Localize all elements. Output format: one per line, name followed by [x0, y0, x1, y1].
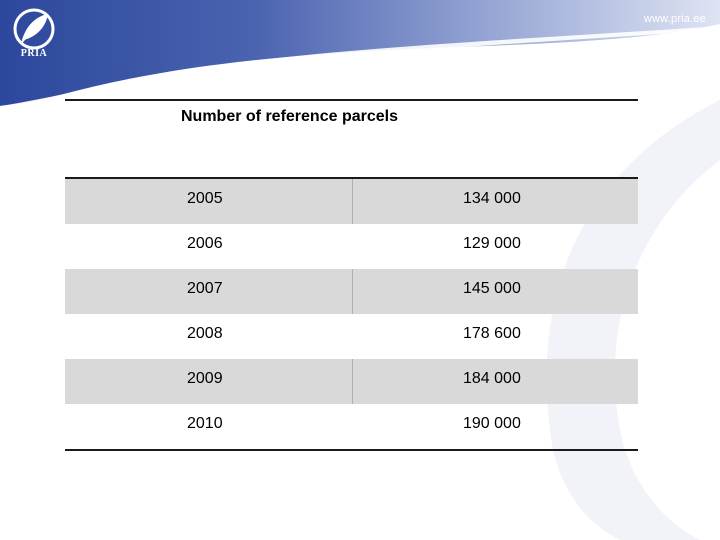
- value-text: 145 000: [463, 280, 521, 297]
- year-cell: [65, 269, 353, 314]
- table-bottom-rule: [65, 449, 638, 451]
- year-text: 2010: [187, 415, 223, 432]
- value-cell: [353, 224, 638, 269]
- value-cell: [353, 269, 638, 314]
- value-text: 184 000: [463, 370, 521, 387]
- reference-parcels-table: [65, 99, 638, 451]
- year-cell: [65, 224, 353, 269]
- table-caption: [65, 101, 638, 177]
- header-banner: [0, 0, 720, 110]
- table-caption-text: Number of reference parcels: [181, 108, 398, 125]
- value-text: 178 600: [463, 325, 521, 342]
- year-text: 2007: [187, 280, 223, 297]
- logo-text: PRIA: [20, 48, 48, 59]
- leaf-in-circle-icon: [8, 6, 60, 54]
- value-cell: [353, 179, 638, 224]
- site-url: www.pria.ee: [643, 13, 706, 25]
- value-text: 129 000: [463, 235, 521, 252]
- table-row: [65, 314, 638, 359]
- year-cell: [65, 314, 353, 359]
- year-text: 2006: [187, 235, 223, 252]
- year-text: 2009: [187, 370, 223, 387]
- year-cell: [65, 359, 353, 404]
- table-row: [65, 359, 638, 404]
- table-row: [65, 404, 638, 449]
- value-text: 190 000: [463, 415, 521, 432]
- value-text: 134 000: [463, 190, 521, 207]
- banner-background: [0, 0, 720, 110]
- year-text: 2005: [187, 190, 223, 207]
- year-text: 2008: [187, 325, 223, 342]
- value-cell: [353, 314, 638, 359]
- table-row: [65, 269, 638, 314]
- value-cell: [353, 404, 638, 449]
- year-cell: [65, 404, 353, 449]
- table-row: [65, 224, 638, 269]
- year-cell: [65, 179, 353, 224]
- table-row: [65, 179, 638, 224]
- value-cell: [353, 359, 638, 404]
